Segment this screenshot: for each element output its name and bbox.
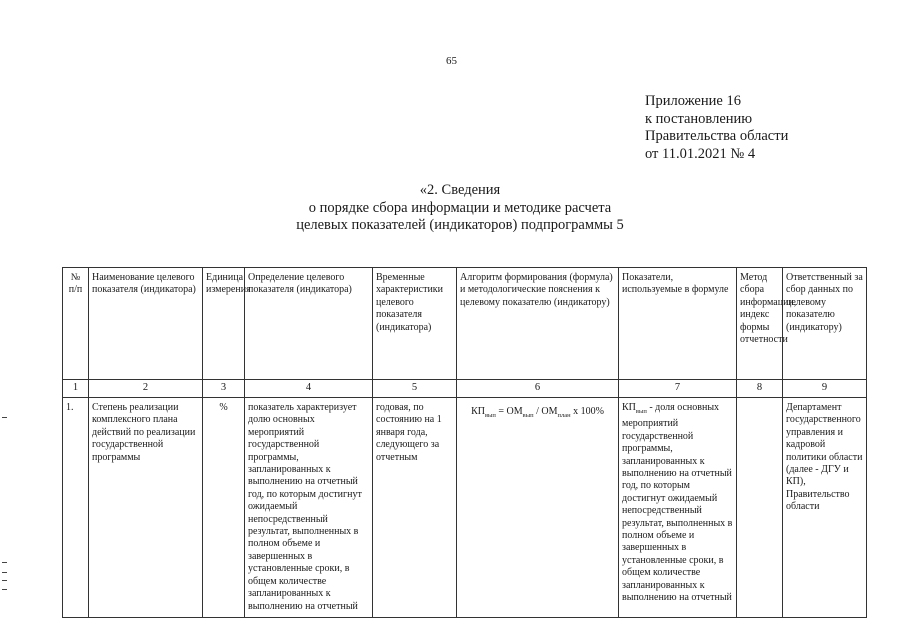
margin-mark: [2, 562, 7, 563]
row-number: 1.: [63, 398, 89, 618]
appendix-line: Приложение 16: [645, 93, 741, 109]
indicator-description: - доля основных мероприятий государственной программы, запланированных к выполнению на отчетный год, по которым достигнут ожидаемый непосредственный результат, выполненных в полном объеме и завершенных в установленные сроки, в общем количестве запланированных к выполнению на отчетный: [622, 402, 733, 604]
indicator-name: Степень реализации комплексного плана действий по реализации государственной программы: [89, 398, 203, 618]
formula: [460, 402, 615, 422]
margin-mark: [2, 580, 7, 581]
header-cell: № п/п: [63, 268, 89, 380]
header-cell: Метод сбора информации, индекс формы отчетности: [737, 268, 783, 380]
formula-part: x 100%: [570, 406, 604, 417]
appendix-block: [645, 93, 788, 163]
appendix-line: Правительства области: [645, 128, 789, 144]
formula-subscript: план: [557, 412, 571, 419]
method-cell: [737, 398, 783, 618]
heading-line: целевых показателей (индикаторов) подпрограммы 5: [296, 217, 624, 233]
column-number: 3: [203, 380, 245, 398]
column-number: 5: [373, 380, 457, 398]
unit-cell: %: [203, 398, 245, 618]
indicator-subscript: вып: [635, 408, 647, 415]
header-cell: Алгоритм формирования (формула) и методологические пояснения к целевому показателю (индикатору): [457, 268, 619, 380]
formula-part: КП: [471, 406, 485, 417]
header-cell: Показатели, используемые в формуле: [619, 268, 737, 380]
formula-subscript: вып: [484, 412, 496, 419]
header-cell: Ответственный за сбор данных по целевому показателю (индикатору): [783, 268, 867, 380]
header-cell: Временные характеристики целевого показателя (индикатора): [373, 268, 457, 380]
column-number: 4: [245, 380, 373, 398]
header-cell: Единица измерения: [203, 268, 245, 380]
heading-line: «2. Сведения: [419, 182, 501, 198]
margin-mark: [2, 589, 7, 590]
column-number: 6: [457, 380, 619, 398]
indicators-cell: [619, 398, 737, 618]
column-number: 1: [63, 380, 89, 398]
time-characteristics-cell: годовая, по состоянию на 1 января года, следующего за отчетным: [373, 398, 457, 618]
column-number: 9: [783, 380, 867, 398]
formula-part: / ОМ: [533, 406, 558, 417]
appendix-line: от 11.01.2021 № 4: [645, 145, 756, 162]
column-number: 7: [619, 380, 737, 398]
responsible-cell: Департамент государственного управления и кадровой политики области (далее - ДГУ и КП), Правительство области: [783, 398, 867, 618]
formula-cell: [457, 398, 619, 618]
column-number: 2: [89, 380, 203, 398]
header-cell: Определение целевого показателя (индикатора): [245, 268, 373, 380]
section-heading: [250, 182, 670, 235]
indicators-table: [62, 267, 867, 618]
heading-line: о порядке сбора информации и методике расчета: [308, 199, 612, 216]
formula-part: = ОМ: [495, 406, 523, 417]
column-number: 8: [737, 380, 783, 398]
formula-subscript: вып: [522, 412, 534, 419]
column-number-row: [63, 380, 867, 398]
page-number: 65: [446, 55, 457, 67]
header-cell: Наименование целевого показателя (индикатора): [89, 268, 203, 380]
indicator-symbol: КП: [622, 402, 636, 413]
margin-mark: [2, 417, 7, 418]
definition-cell: показатель характеризует долю основных мероприятий государственной программы, запланированных к выполнению на отчетный год, по которым достигнут ожидаемый непосредственный результат, выполненных в полном объеме и завершенных в установленные сроки, в общем количестве запланированных к выполнению на отчетный: [245, 398, 373, 618]
appendix-line: к постановлению: [645, 110, 753, 127]
table-header-row: [63, 268, 867, 380]
margin-mark: [2, 572, 7, 573]
table-row: [63, 398, 867, 618]
